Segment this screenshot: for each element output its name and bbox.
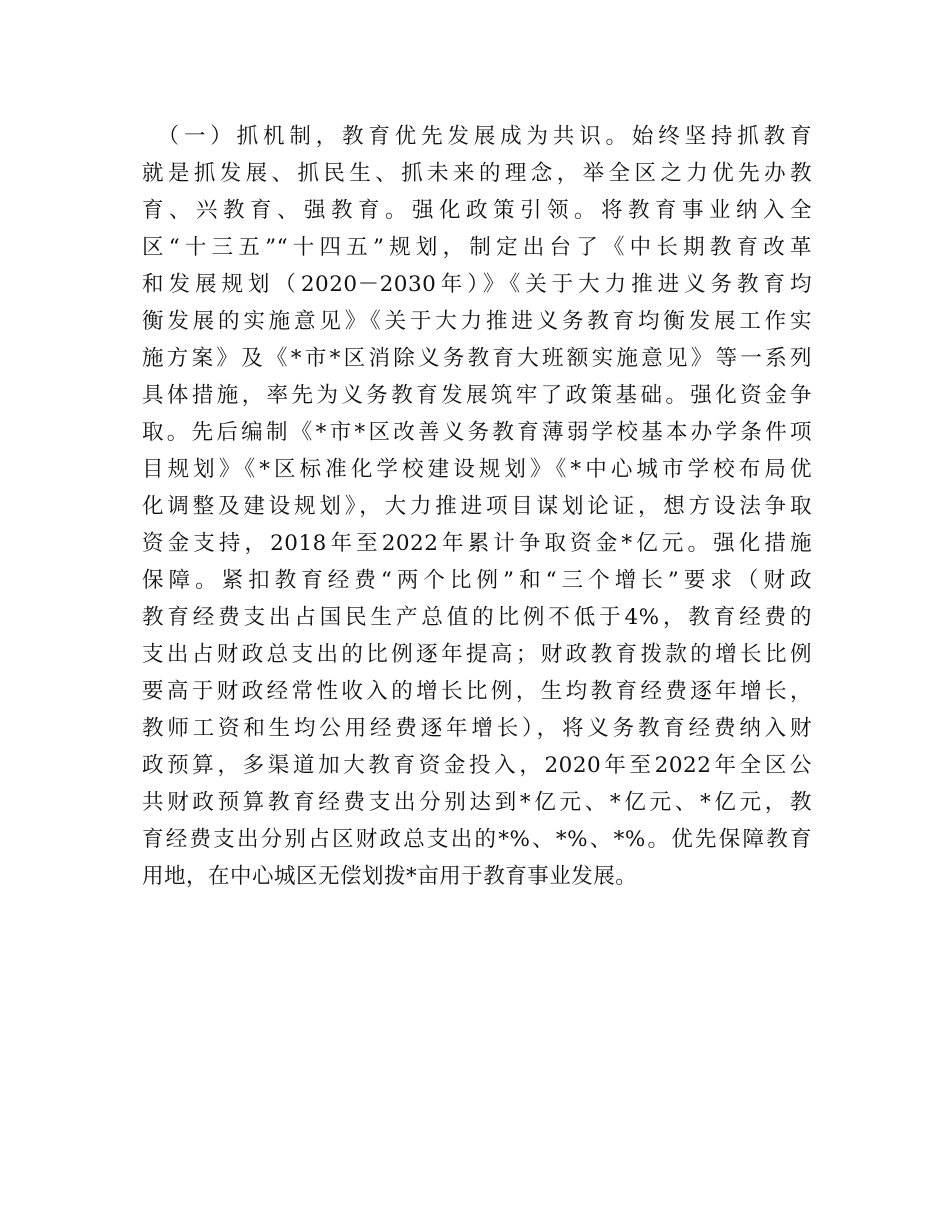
paragraph-line: 资金支持，2018年至2022年累计争取资金*亿元。强化措施 xyxy=(142,531,812,556)
paragraph-line: 政预算，多渠道加大教育资金投入，2020年至2022年全区公 xyxy=(142,753,812,778)
paragraph-line: 取。先后编制《*市*区改善义务教育薄弱学校基本办学条件项 xyxy=(142,420,812,445)
paragraph-line: （一）抓机制，教育优先发展成为共识。始终坚持抓教育 xyxy=(142,124,812,149)
paragraph-line: 育、兴教育、强教育。强化政策引领。将教育事业纳入全 xyxy=(142,198,812,223)
paragraph-line: 用地，在中心城区无偿划拨*亩用于教育事业发展。 xyxy=(142,864,638,889)
paragraph-line: 育经费支出分别占区财政总支出的*%、*%、*%。优先保障教育 xyxy=(142,827,812,852)
body-paragraph xyxy=(142,118,812,895)
paragraph-line: 具体措施，率先为义务教育发展筑牢了政策基础。强化资金争 xyxy=(142,383,812,408)
paragraph-line: 施方案》及《*市*区消除义务教育大班额实施意见》等一系列 xyxy=(142,346,812,371)
paragraph-line: 教育经费支出占国民生产总值的比例不低于4%，教育经费的 xyxy=(142,605,812,630)
paragraph-line: 和发展规划（2020－2030年）》《关于大力推进义务教育均 xyxy=(142,272,812,297)
paragraph-line: 教师工资和生均公用经费逐年增长），将义务教育经费纳入财 xyxy=(142,716,812,741)
paragraph-line: 支出占财政总支出的比例逐年提高；财政教育拨款的增长比例 xyxy=(142,642,812,667)
paragraph-line: 要高于财政经常性收入的增长比例，生均教育经费逐年增长， xyxy=(142,679,812,704)
paragraph-line: 共财政预算教育经费支出分别达到*亿元、*亿元、*亿元，教 xyxy=(142,790,812,815)
paragraph-line: 区“十三五”“十四五”规划，制定出台了《中长期教育改革 xyxy=(142,235,812,260)
paragraph-line: 化调整及建设规划》，大力推进项目谋划论证，想方设法争取 xyxy=(142,494,812,519)
paragraph-line: 衡发展的实施意见》《关于大力推进义务教育均衡发展工作实 xyxy=(142,309,812,334)
paragraph-line: 目规划》《*区标准化学校建设规划》《*中心城市学校布局优 xyxy=(142,457,812,482)
paragraph-line: 就是抓发展、抓民生、抓未来的理念，举全区之力优先办教 xyxy=(142,161,812,186)
paragraph-line: 保障。紧扣教育经费“两个比例”和“三个增长”要求（财政 xyxy=(142,568,812,593)
